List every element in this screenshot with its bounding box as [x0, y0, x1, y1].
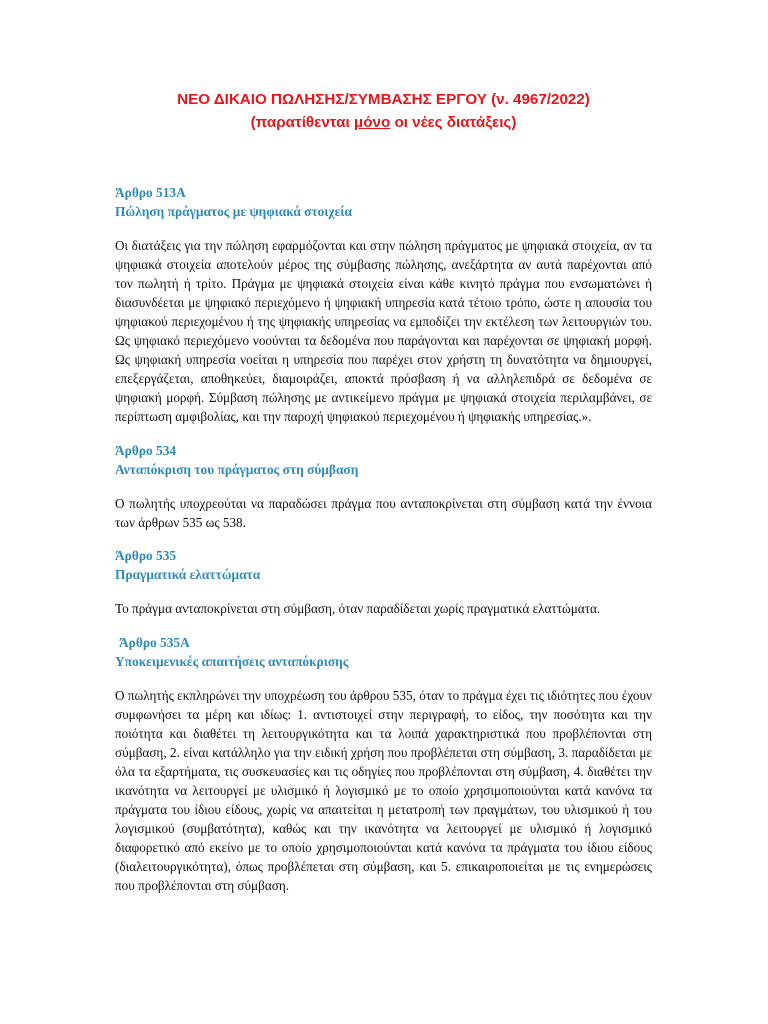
article-body: Ο πωλητής εκπληρώνει την υποχρέωση του άρθρου 535, όταν το πράγμα έχει τις ιδιότητες που έχουν συμφωνήσει τα μέρη και ιδίως: 1. αντιστοιχεί στην περιγραφή, το είδος, την ποσότητα και την ποιότητα και διαθέτει τη λειτουργικότητα και τα λοιπά χαρακτηριστικά που προβλέπονται στη σύμβαση, 2. είναι κατάλληλο για την ειδική χρήση που προβλέπεται στη σύμβαση, 3. παραδίδεται με όλα τα εξαρτήματα, τις συσκευασίες και τις οδηγίες που προβλέπονται στη σύμβαση, 4. διαθέτει την ικανότητα να λειτουργεί με υλισμικό ή λογισμικό με το οποίο χρησιμοποιούνται κατά κανόνα τα πράγματα του ίδιου είδους, χωρίς να απαιτείται η μετατροπή των πραγμάτων, του υλισμικού ή του λογισμικού (συμβατότητα), καθώς και την ικανότητα να λειτουργεί με υλισμικό ή λογισμικό διαφορετικό από εκείνο με το οποίο χρησιμοποιούνται κατά κανόνα τα πράγματα του ίδιου είδους (διαλειτουργικότητα), όπως προβλέπεται στη σύμβαση, και 5. επικαιροποιείται με τις ενημερώσεις που προβλέπονται στη σύμβαση.: [115, 688, 652, 893]
document-subtitle: [115, 111, 652, 134]
article-heading: [115, 633, 652, 671]
subtitle-emphasis: μόνο: [353, 114, 391, 131]
article-513a: [115, 183, 652, 426]
document-page: [115, 0, 652, 895]
article-title: Ανταπόκριση του πράγματος στη σύμβαση: [115, 462, 359, 477]
article-535a: [115, 633, 652, 895]
article-body: Οι διατάξεις για την πώληση εφαρμόζονται και στην πώληση πράγματος με ψηφιακά στοιχεία, αν τα ψηφιακά στοιχεία αποτελούν μέρος της σύμβασης πώλησης, ανεξάρτητα αν αυτά παρέχονται από τον πωλητή ή τρίτο. Πράγμα με ψηφιακά στοιχεία είναι κάθε κινητό πράγμα που ενσωματώνει ή διασυνδέεται με ψηφιακό περιεχόμενο ή ψηφιακή υπηρεσία κατά τέτοιο τρόπο, ώστε η απουσία του ψηφιακού περιεχομένου ή της ψηφιακής υπηρεσίας να εμποδίζει την εκτέλεση των λειτουργιών του. Ως ψηφιακό περιεχόμενο νοούνται τα δεδομένα που παράγονται και παρέχονται σε ψηφιακή μορφή. Ως ψηφιακή υπηρεσία νοείται η υπηρεσία που παρέχει στον χρήστη τη δυνατότητα να δημιουργεί, επεξεργάζεται, αποθηκεύει, διαμοιράζει, αποκτά πρόσβαση ή να αλληλεπιδρά σε δεδομένα σε ψηφιακή μορφή. Σύμβαση πώλησης με αντικείμενο πράγμα με ψηφιακά στοιχεία περιλαμβάνει, σε περίπτωση αμφιβολίας, και την παροχή ψηφιακού περιεχομένου ή ψηφιακής υπηρεσίας.».: [115, 238, 652, 424]
article-number: Άρθρο 535Α: [119, 635, 190, 650]
article-534: [115, 441, 652, 532]
article-body: Το πράγμα ανταποκρίνεται στη σύμβαση, όταν παραδίδεται χωρίς πραγματικά ελαττώματα.: [115, 601, 601, 616]
subtitle-before: (παρατίθενται: [250, 114, 354, 131]
article-heading: [115, 441, 652, 479]
article-title: Πραγματικά ελαττώματα: [115, 567, 261, 582]
document-title: ΝΕΟ ΔΙΚΑΙΟ ΠΩΛΗΣΗΣ/ΣΥΜΒΑΣΗΣ ΕΡΓΟΥ (ν. 4967/2022): [177, 91, 590, 108]
article-535: [115, 546, 652, 618]
article-number: Άρθρο 534: [115, 443, 177, 458]
article-number: Άρθρο 513Α: [115, 185, 186, 200]
article-heading: [115, 183, 652, 221]
article-title: Πώληση πράγματος με ψηφιακά στοιχεία: [115, 204, 352, 219]
article-heading: [115, 546, 652, 584]
article-body: Ο πωλητής υποχρεούται να παραδώσει πράγμα που ανταποκρίνεται στη σύμβαση κατά την έννοια των άρθρων 535 ως 538.: [115, 496, 652, 530]
article-title: Υποκειμενικές απαιτήσεις ανταπόκρισης: [115, 654, 349, 669]
subtitle-after: οι νέες διατάξεις): [390, 114, 517, 131]
article-number: Άρθρο 535: [115, 548, 177, 563]
document-header: [115, 88, 652, 134]
